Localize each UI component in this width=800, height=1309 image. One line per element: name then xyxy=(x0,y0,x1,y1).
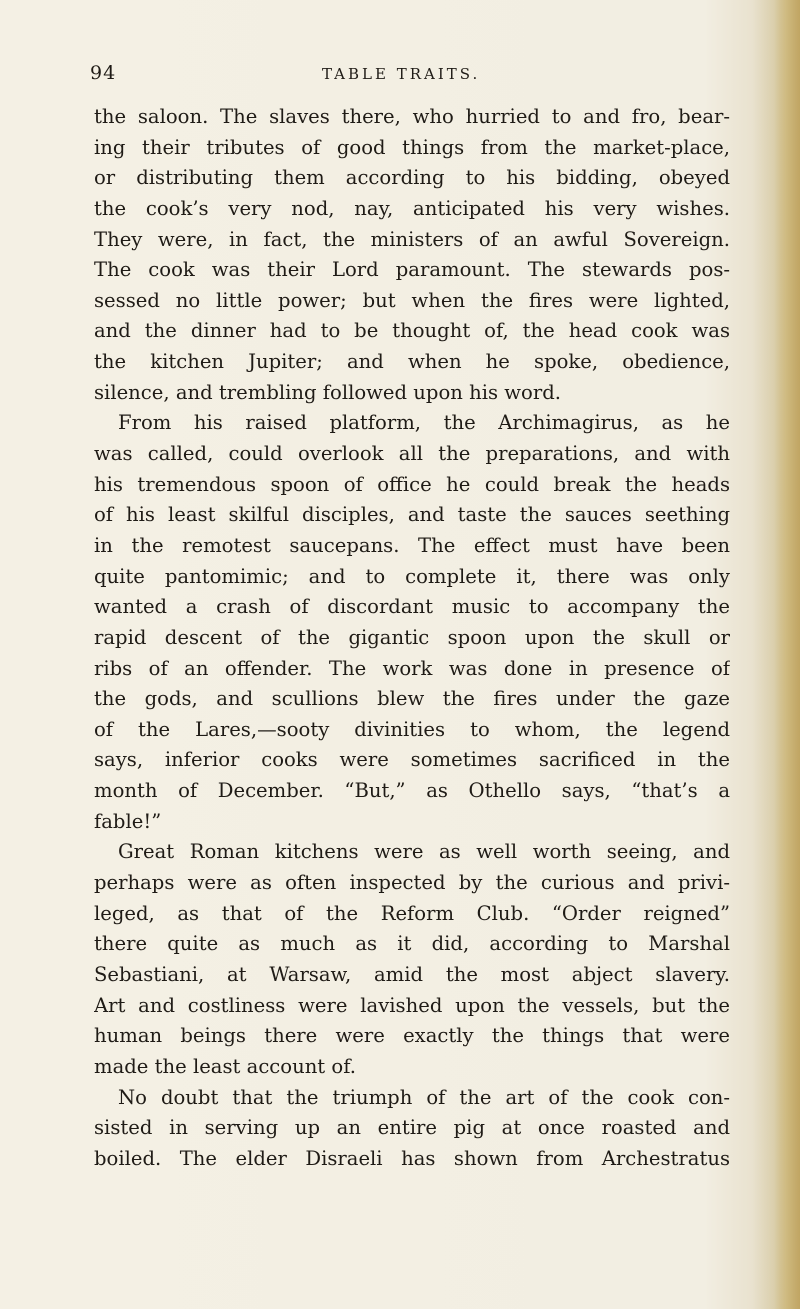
text-line: the kitchen Jupiter; and when he spoke, obedience, xyxy=(94,350,730,374)
text-line: human beings there were exactly the things that were xyxy=(94,1024,730,1048)
page-edge-shadow xyxy=(774,0,800,1309)
text-line: his tremendous spoon of office he could break the heads xyxy=(94,472,730,496)
text-line: wanted a crash of discordant music to accompany the xyxy=(94,595,730,619)
text-line: The cook was their Lord paramount. The stewards pos- xyxy=(94,258,730,282)
text-line: or distributing them according to his bidding, obeyed xyxy=(94,166,730,190)
page-number: 94 xyxy=(90,62,117,84)
text-line: the gods, and scullions blew the fires under the gaze xyxy=(94,687,730,711)
text-line: the saloon. The slaves there, who hurried to and fro, bear- xyxy=(94,105,730,128)
text-line: was called, could overlook all the preparations, and with xyxy=(94,442,730,466)
text-line: of the Lares,—sooty divinities to whom, the legend xyxy=(94,717,730,741)
text-line: leged, as that of the Reform Club. “Order reigned” xyxy=(94,901,730,925)
text-line: quite pantomimic; and to complete it, there was only xyxy=(94,564,730,588)
text-line: rapid descent of the gigantic spoon upon the skull or xyxy=(94,625,730,649)
text-line: fable!” xyxy=(94,809,162,833)
text-line: the cook’s very nod, nay, anticipated his very wishes. xyxy=(94,196,730,220)
text-line: and the dinner had to be thought of, the head cook was xyxy=(94,319,730,343)
text-line: sessed no little power; but when the fires were lighted, xyxy=(94,288,730,312)
text-line: Great Roman kitchens were as well worth seeing, and xyxy=(118,840,730,864)
text-line: Sebastiani, at Warsaw, amid the most abject slavery. xyxy=(94,962,730,986)
text-line: of his least skilful disciples, and taste the sauces seething xyxy=(94,503,730,527)
text-line: says, inferior cooks were sometimes sacrificed in the xyxy=(94,748,730,772)
text-line: ing their tributes of good things from the market-place, xyxy=(94,135,730,159)
text-line: made the least account of. xyxy=(94,1054,356,1078)
text-line: They were, in fact, the ministers of an awful Sovereign. xyxy=(94,227,730,251)
text-line: perhaps were as often inspected by the curious and privi- xyxy=(94,871,730,895)
body-text xyxy=(94,102,730,1174)
running-head xyxy=(90,62,730,86)
text-line: month of December. “But,” as Othello says, “that’s a xyxy=(94,779,730,803)
text-line: boiled. The elder Disraeli has shown from Archestratus xyxy=(94,1146,730,1170)
text-line: sisted in serving up an entire pig at once roasted and xyxy=(94,1116,730,1140)
running-title: TABLE TRAITS. xyxy=(322,65,481,83)
text-line: silence, and trembling followed upon his word. xyxy=(94,380,561,404)
text-line: No doubt that the triumph of the art of the cook con- xyxy=(118,1085,730,1109)
text-line: Art and costliness were lavished upon the vessels, but the xyxy=(94,993,730,1017)
text-line: ribs of an offender. The work was done in presence of xyxy=(94,656,730,680)
text-line: From his raised platform, the Archimagirus, as he xyxy=(118,411,730,435)
text-line: in the remotest saucepans. The effect must have been xyxy=(94,533,730,557)
text-line: there quite as much as it did, according to Marshal xyxy=(94,932,730,956)
